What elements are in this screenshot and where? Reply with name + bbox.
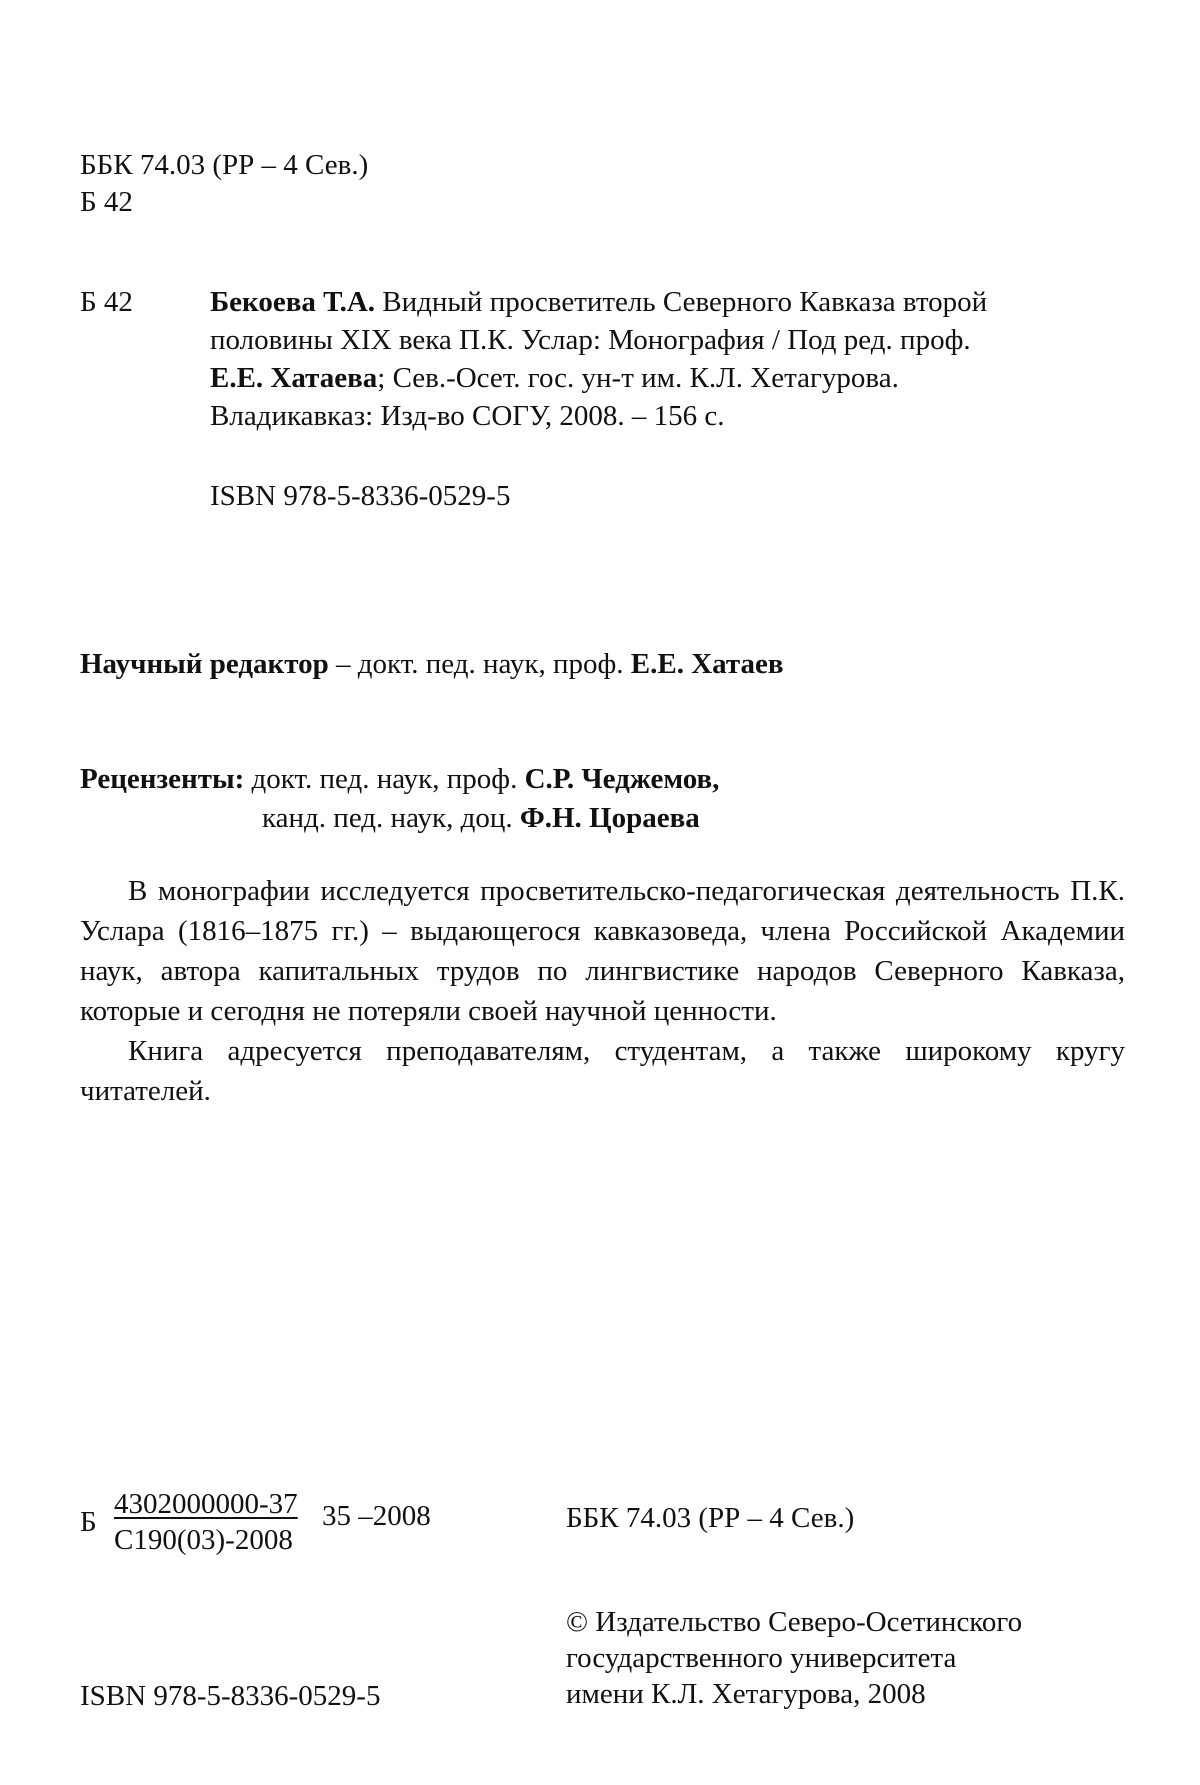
reviewers-line-2 [262, 799, 700, 837]
title-part-1: Видный просветитель Северного Кавказа второй половины XIX века П.К. Услар: Монография / Под ред. проф. [210, 286, 988, 356]
footer-isbn: ISBN 978-5-8336-0529-5 [80, 1680, 381, 1712]
scientific-editor [80, 645, 784, 683]
footer-bbk: ББК 74.03 (РР – 4 Сев.) [566, 1502, 855, 1534]
title-part-2: ; Сев.-Осет. гос. ун-т им. К.Л. Хетагурова. Владикавказ: Изд-во СОГУ, 2008. – 156 с. [210, 362, 899, 432]
reviewer-1-name: С.Р. Чеджемов, [524, 763, 720, 795]
author-name: Бекоева Т.А. [210, 286, 376, 318]
annotation-isbn: ISBN 978-5-8336-0529-5 [210, 480, 511, 512]
annotation-code: Б 42 [80, 286, 133, 318]
scientific-editor-text: – докт. пед. наук, проф. [328, 648, 631, 680]
reviewers-line-1 [80, 760, 719, 798]
publication-index-fraction [114, 1486, 298, 1558]
scientific-editor-name: Е.Е. Хатаев [630, 648, 784, 680]
editor-name: Е.Е. Хатаева [210, 362, 378, 394]
copyright-line-3: имени К.Л. Хетагурова, 2008 [566, 1678, 926, 1710]
scientific-editor-label: Научный редактор [80, 648, 329, 680]
copyright-line-1: © Издательство Северо-Осетинского [566, 1606, 1023, 1638]
header-bbk: ББК 74.03 (РР – 4 Сев.) [80, 149, 369, 181]
bibliographic-annotation [210, 283, 1020, 435]
index-suffix: 35 –2008 [322, 1500, 431, 1532]
abstract-paragraph-1: В монографии исследуется просветительско-педагогическая деятельность П.К. Услара (1816–1875 гг.) – выдающегося кавказоведа, члена Российской Академии наук, автора капитальных трудов по лингвистике народов Северного Кавказа, которые и сегодня не потеряли своей научной ценности. [80, 875, 1125, 1027]
reviewer-1-text: докт. пед. наук, проф. [244, 763, 525, 795]
header-code: Б 42 [80, 186, 133, 218]
index-numerator: 4302000000-37 [114, 1488, 298, 1520]
reviewer-2-name: Ф.Н. Цораева [519, 802, 700, 834]
copyright-line-2: государственного университета [566, 1642, 957, 1674]
abstract-paragraph-2: Книга адресуется преподавателям, студентам, а также широкому кругу читателей. [80, 1035, 1125, 1107]
reviewer-2-text: канд. пед. наук, доц. [262, 802, 520, 834]
index-letter: Б [80, 1506, 97, 1538]
reviewers-label: Рецензенты: [80, 763, 245, 795]
abstract [80, 871, 1125, 1111]
index-denominator: С190(03)-2008 [114, 1524, 293, 1556]
